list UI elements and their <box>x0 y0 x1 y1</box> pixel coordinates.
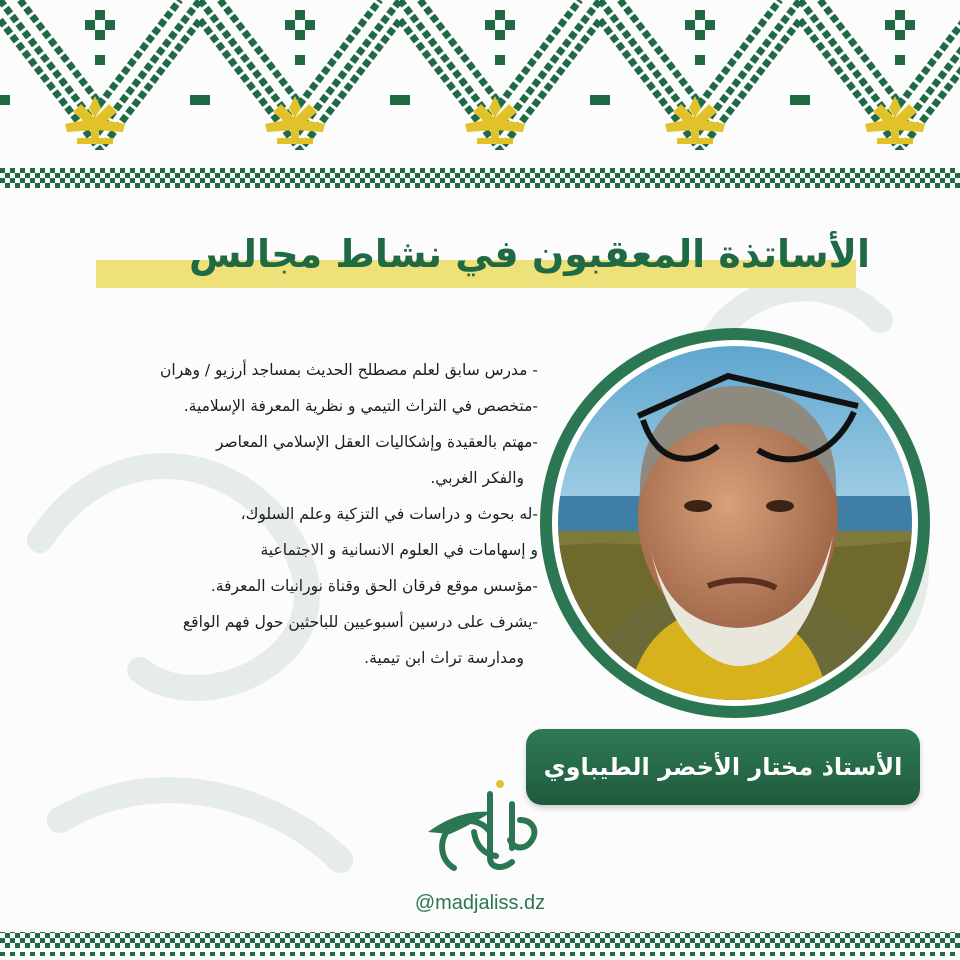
bio-line: -يشرف على درسين أسبوعيين للباحثين حول فهم الواقع <box>182 613 538 631</box>
bio-line: -متخصص في التراث التيمي و نظرية المعرفة الإسلامية. <box>183 397 538 415</box>
majalis-calligraphy-logo-icon <box>420 774 552 886</box>
social-handle: @madjaliss.dz <box>414 892 546 914</box>
page-title: الأساتذة المعقبون في نشاط مجالس <box>188 232 870 276</box>
bio-line: -له بحوث و دراسات في التزكية وعلم السلوك، <box>240 505 538 523</box>
portrait-photo <box>558 346 912 700</box>
bottom-embroidery-icon <box>0 928 960 960</box>
bio-line: -مؤسس موقع فرقان الحق وقناة نورانيات المعرفة. <box>210 577 538 595</box>
portrait-frame <box>540 328 930 718</box>
bio-line: ومدارسة تراث ابن تيمية. <box>364 649 524 667</box>
embroidery-pattern-icon <box>0 0 960 200</box>
bio-line: - مدرس سابق لعلم مصطلح الحديث بمساجد أرزيو / وهران <box>160 361 538 379</box>
speaker-name: الأستاذ مختار الأخضر الطيباوي <box>543 753 903 781</box>
bio-line: -مهتم بالعقيدة وإشكاليات العقل الإسلامي المعاصر <box>215 433 538 451</box>
bio-line: والفكر الغربي. <box>430 469 524 487</box>
title-block <box>90 222 880 294</box>
name-badge <box>526 729 920 805</box>
bio-line: و إسهامات في العلوم الانسانية و الاجتماعية <box>260 541 538 559</box>
bio-list <box>30 352 538 676</box>
portrait-illustration <box>558 346 912 700</box>
